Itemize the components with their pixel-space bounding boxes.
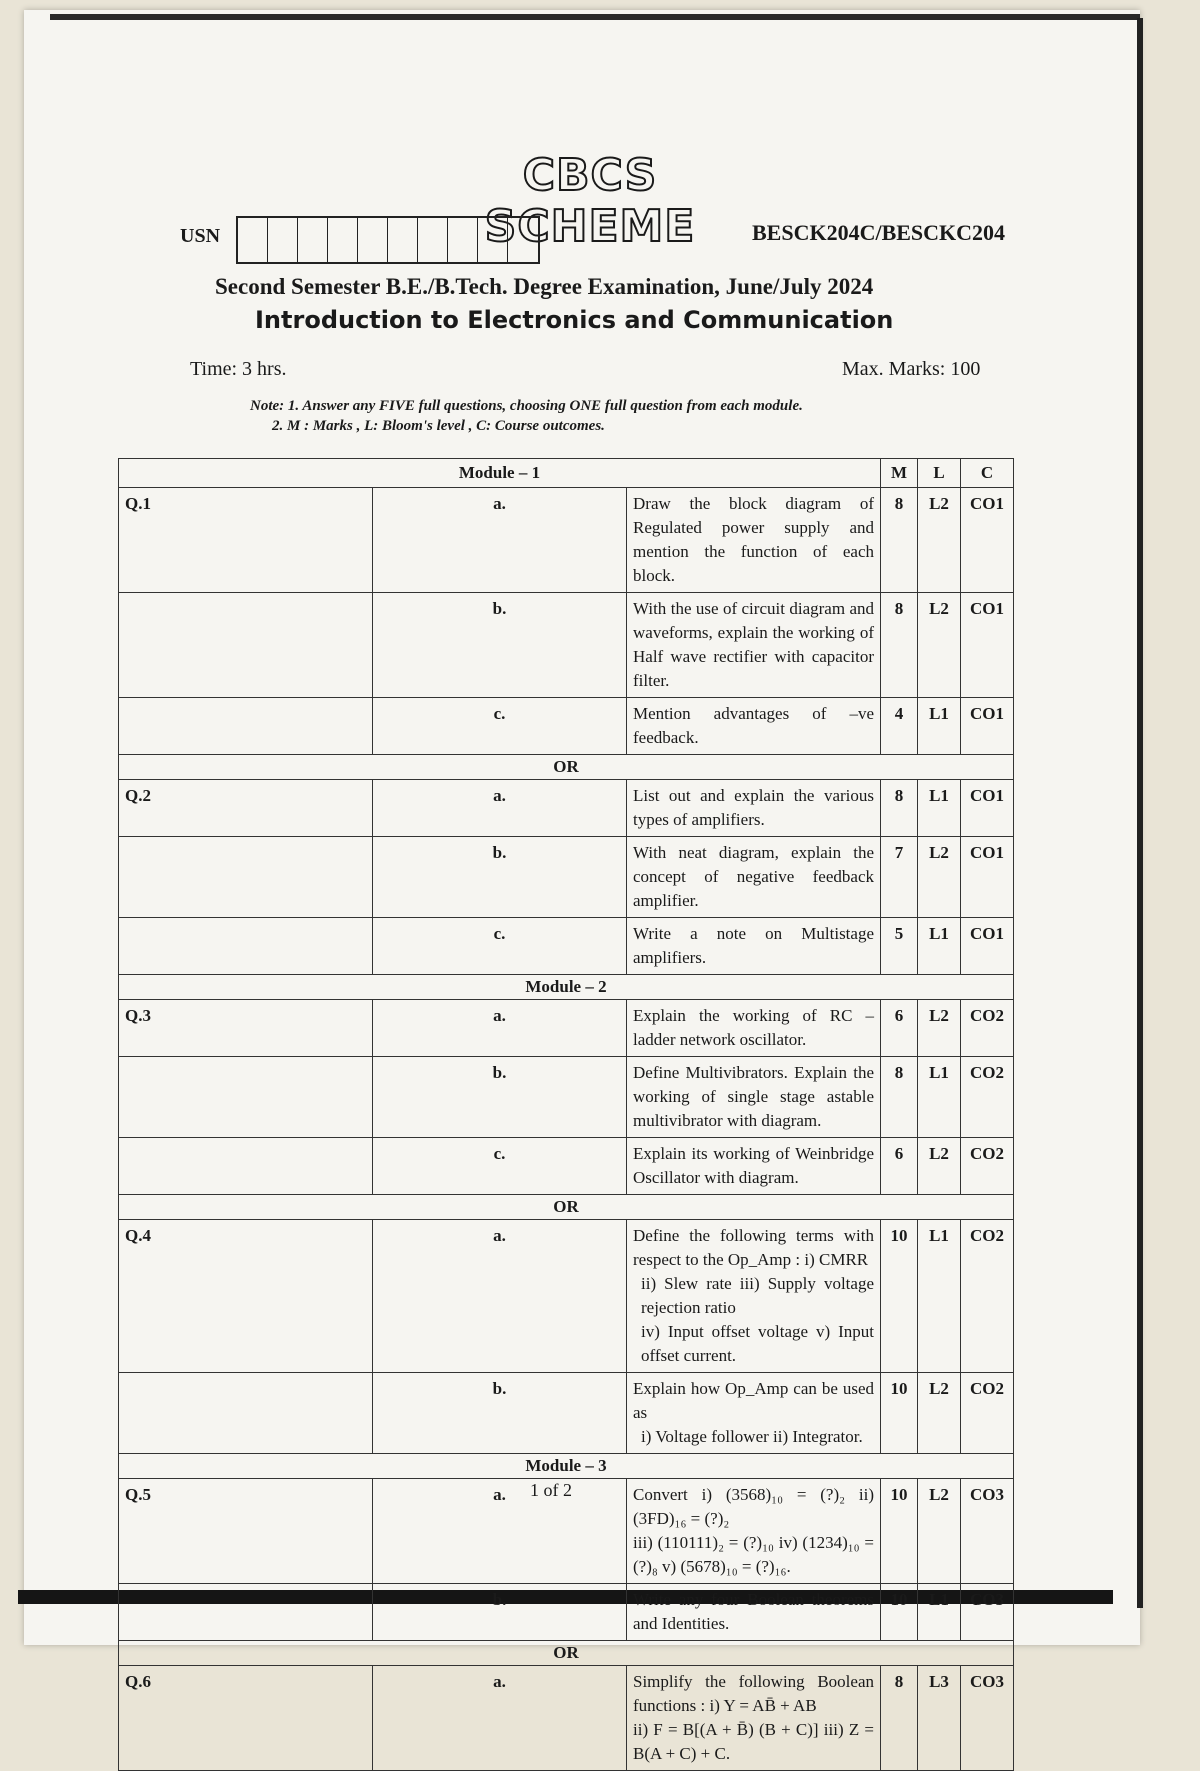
marks: 6 xyxy=(881,1138,918,1195)
module-heading: Module – 2 xyxy=(119,975,1014,1000)
or-label: OR xyxy=(119,1195,1014,1220)
blooms-level: L1 xyxy=(918,698,961,755)
part-label: b. xyxy=(373,1057,627,1138)
question-text xyxy=(627,1220,881,1373)
question-text xyxy=(627,1373,881,1454)
blooms-level: L2 xyxy=(918,593,961,698)
course-outcome: CO2 xyxy=(961,1057,1014,1138)
part-label: a. xyxy=(373,1220,627,1373)
subject-title: Introduction to Electronics and Communication xyxy=(255,306,894,334)
col-l: L xyxy=(918,459,961,488)
question-row xyxy=(119,780,1014,837)
question-row xyxy=(119,1220,1014,1373)
max-marks: Max. Marks: 100 xyxy=(842,358,981,380)
blooms-level: L1 xyxy=(918,1057,961,1138)
question-number: Q.2 xyxy=(119,780,373,837)
question-line: ii) Slew rate iii) Supply voltage rejection ratio xyxy=(641,1274,874,1317)
marks: 10 xyxy=(881,1479,918,1584)
question-text: Explain its working of Weinbridge Oscillator with diagram. xyxy=(627,1138,881,1195)
blooms-level: L3 xyxy=(918,1666,961,1771)
question-text: List out and explain the various types of amplifiers. xyxy=(627,780,881,837)
part-label: b. xyxy=(373,837,627,918)
question-row xyxy=(119,837,1014,918)
usn-box xyxy=(388,218,418,262)
or-separator xyxy=(119,1641,1014,1666)
question-text: Draw the block diagram of Regulated power supply and mention the function of each block. xyxy=(627,488,881,593)
question-line: Simplify the following Boolean functions : i) Y = AB̄ + AB xyxy=(633,1672,874,1715)
course-outcome: CO1 xyxy=(961,488,1014,593)
marks: 7 xyxy=(881,837,918,918)
usn-box xyxy=(238,218,268,262)
course-outcome: CO1 xyxy=(961,698,1014,755)
question-text: With the use of circuit diagram and waveforms, explain the working of Half wave rectifier with capacitor filter. xyxy=(627,593,881,698)
marks: 8 xyxy=(881,1666,918,1771)
usn-box xyxy=(478,218,508,262)
question-number xyxy=(119,1373,373,1454)
course-code: BESCK204C/BESCKC204 xyxy=(752,220,1006,245)
question-text: Write any four Boolean theorems and Identities. xyxy=(627,1584,881,1641)
part-label: a. xyxy=(373,488,627,593)
marks: 10 xyxy=(881,1220,918,1373)
module-heading: Module – 1 xyxy=(119,459,881,488)
question-line: Convert i) (3568)₁₀ = (?)₂ ii) (3FD)₁₆ = (?)₂ xyxy=(633,1485,874,1528)
part-label: a. xyxy=(373,1000,627,1057)
instructions-note xyxy=(250,396,803,436)
part-label: a. xyxy=(373,780,627,837)
question-row xyxy=(119,1584,1014,1641)
course-outcome: CO2 xyxy=(961,1373,1014,1454)
page-number: 1 of 2 xyxy=(530,1480,572,1500)
question-number xyxy=(119,593,373,698)
blooms-level: L2 xyxy=(918,1000,961,1057)
question-text xyxy=(627,1666,881,1771)
scheme-banner: CBCS SCHEME xyxy=(484,150,696,252)
module-3-header xyxy=(119,1454,1014,1479)
marks: 8 xyxy=(881,1057,918,1138)
question-line: iii) (110111)₂ = (?)₁₀ iv) (1234)₁₀ = (?)₈ v) (5678)₁₀ = (?)₁₆. xyxy=(633,1533,874,1576)
question-number: Q.6 xyxy=(119,1666,373,1771)
module-2-header xyxy=(119,975,1014,1000)
course-outcome: CO2 xyxy=(961,1220,1014,1373)
marks: 4 xyxy=(881,698,918,755)
marks: 10 xyxy=(881,1373,918,1454)
question-text xyxy=(627,1479,881,1584)
note-line-1: Note: 1. Answer any FIVE full questions, choosing ONE full question from each module. xyxy=(250,398,803,414)
blooms-level: L2 xyxy=(918,1479,961,1584)
usn-box xyxy=(508,218,538,262)
question-number xyxy=(119,1584,373,1641)
blooms-level: L2 xyxy=(918,1373,961,1454)
blooms-level: L2 xyxy=(918,488,961,593)
or-separator xyxy=(119,755,1014,780)
exam-title: Second Semester B.E./B.Tech. Degree Examination, June/July 2024 xyxy=(215,274,874,299)
part-label: b. xyxy=(373,593,627,698)
course-outcome: CO1 xyxy=(961,593,1014,698)
time-allowed: Time: 3 hrs. xyxy=(190,358,287,380)
question-line: i) Voltage follower ii) Integrator. xyxy=(641,1427,863,1446)
question-text: Mention advantages of –ve feedback. xyxy=(627,698,881,755)
usn-label: USN xyxy=(180,225,221,247)
question-number xyxy=(119,698,373,755)
marks: 8 xyxy=(881,780,918,837)
question-number: Q.3 xyxy=(119,1000,373,1057)
question-row xyxy=(119,1666,1014,1771)
question-row xyxy=(119,1138,1014,1195)
right-border xyxy=(1137,18,1143,1608)
question-row xyxy=(119,698,1014,755)
question-text: With neat diagram, explain the concept of negative feedback amplifier. xyxy=(627,837,881,918)
blooms-level: L2 xyxy=(918,837,961,918)
part-label: a. xyxy=(373,1479,627,1584)
blooms-level: L1 xyxy=(918,1220,961,1373)
col-c: C xyxy=(961,459,1014,488)
blooms-level: L2 xyxy=(918,1138,961,1195)
part-label: b. xyxy=(373,1584,627,1641)
question-number xyxy=(119,1057,373,1138)
part-label: c. xyxy=(373,698,627,755)
question-number: Q.4 xyxy=(119,1220,373,1373)
question-text: Define Multivibrators. Explain the working of single stage astable multivibrator with diagram. xyxy=(627,1057,881,1138)
marks: 8 xyxy=(881,488,918,593)
or-separator xyxy=(119,1195,1014,1220)
module-1-header xyxy=(119,459,1014,488)
course-outcome: CO2 xyxy=(961,1000,1014,1057)
question-number xyxy=(119,1138,373,1195)
question-number xyxy=(119,918,373,975)
course-outcome: CO1 xyxy=(961,780,1014,837)
course-outcome: CO3 xyxy=(961,1584,1014,1641)
course-outcome: CO3 xyxy=(961,1479,1014,1584)
question-row xyxy=(119,1373,1014,1454)
marks: 10 xyxy=(881,1584,918,1641)
question-line: iv) Input offset voltage v) Input offset current. xyxy=(641,1322,874,1365)
blooms-level: L1 xyxy=(918,780,961,837)
usn-box xyxy=(358,218,388,262)
part-label: b. xyxy=(373,1373,627,1454)
usn-box xyxy=(418,218,448,262)
part-label: a. xyxy=(373,1666,627,1771)
question-line: ii) F = B[(A + B̄) (B + C)] iii) Z = B(A + C) + C. xyxy=(633,1720,874,1763)
module-heading: Module – 3 xyxy=(119,1454,1014,1479)
usn-box xyxy=(448,218,478,262)
question-row xyxy=(119,1057,1014,1138)
usn-box xyxy=(328,218,358,262)
question-row xyxy=(119,593,1014,698)
question-text: Explain the working of RC – ladder network oscillator. xyxy=(627,1000,881,1057)
col-m: M xyxy=(881,459,918,488)
question-number: Q.5 xyxy=(119,1479,373,1584)
top-border xyxy=(50,14,1140,20)
course-outcome: CO3 xyxy=(961,1666,1014,1771)
marks: 6 xyxy=(881,1000,918,1057)
question-number: Q.1 xyxy=(119,488,373,593)
question-table xyxy=(118,458,1014,1771)
course-outcome: CO1 xyxy=(961,918,1014,975)
blooms-level: L1 xyxy=(918,918,961,975)
marks: 5 xyxy=(881,918,918,975)
or-label: OR xyxy=(119,1641,1014,1666)
course-outcome: CO2 xyxy=(961,1138,1014,1195)
or-label: OR xyxy=(119,755,1014,780)
note-line-2: 2. M : Marks , L: Bloom's level , C: Course outcomes. xyxy=(272,418,605,434)
marks: 8 xyxy=(881,593,918,698)
part-label: c. xyxy=(373,1138,627,1195)
question-row xyxy=(119,1000,1014,1057)
usn-box xyxy=(298,218,328,262)
question-line: Explain how Op_Amp can be used as xyxy=(633,1379,874,1422)
usn-boxes xyxy=(236,216,540,264)
blooms-level: L1 xyxy=(918,1584,961,1641)
question-line: Define the following terms with respect to the Op_Amp : i) CMRR xyxy=(633,1226,874,1269)
part-label: c. xyxy=(373,918,627,975)
question-row xyxy=(119,488,1014,593)
course-outcome: CO1 xyxy=(961,837,1014,918)
question-row xyxy=(119,918,1014,975)
usn-box xyxy=(268,218,298,262)
question-number xyxy=(119,837,373,918)
question-text: Write a note on Multistage amplifiers. xyxy=(627,918,881,975)
